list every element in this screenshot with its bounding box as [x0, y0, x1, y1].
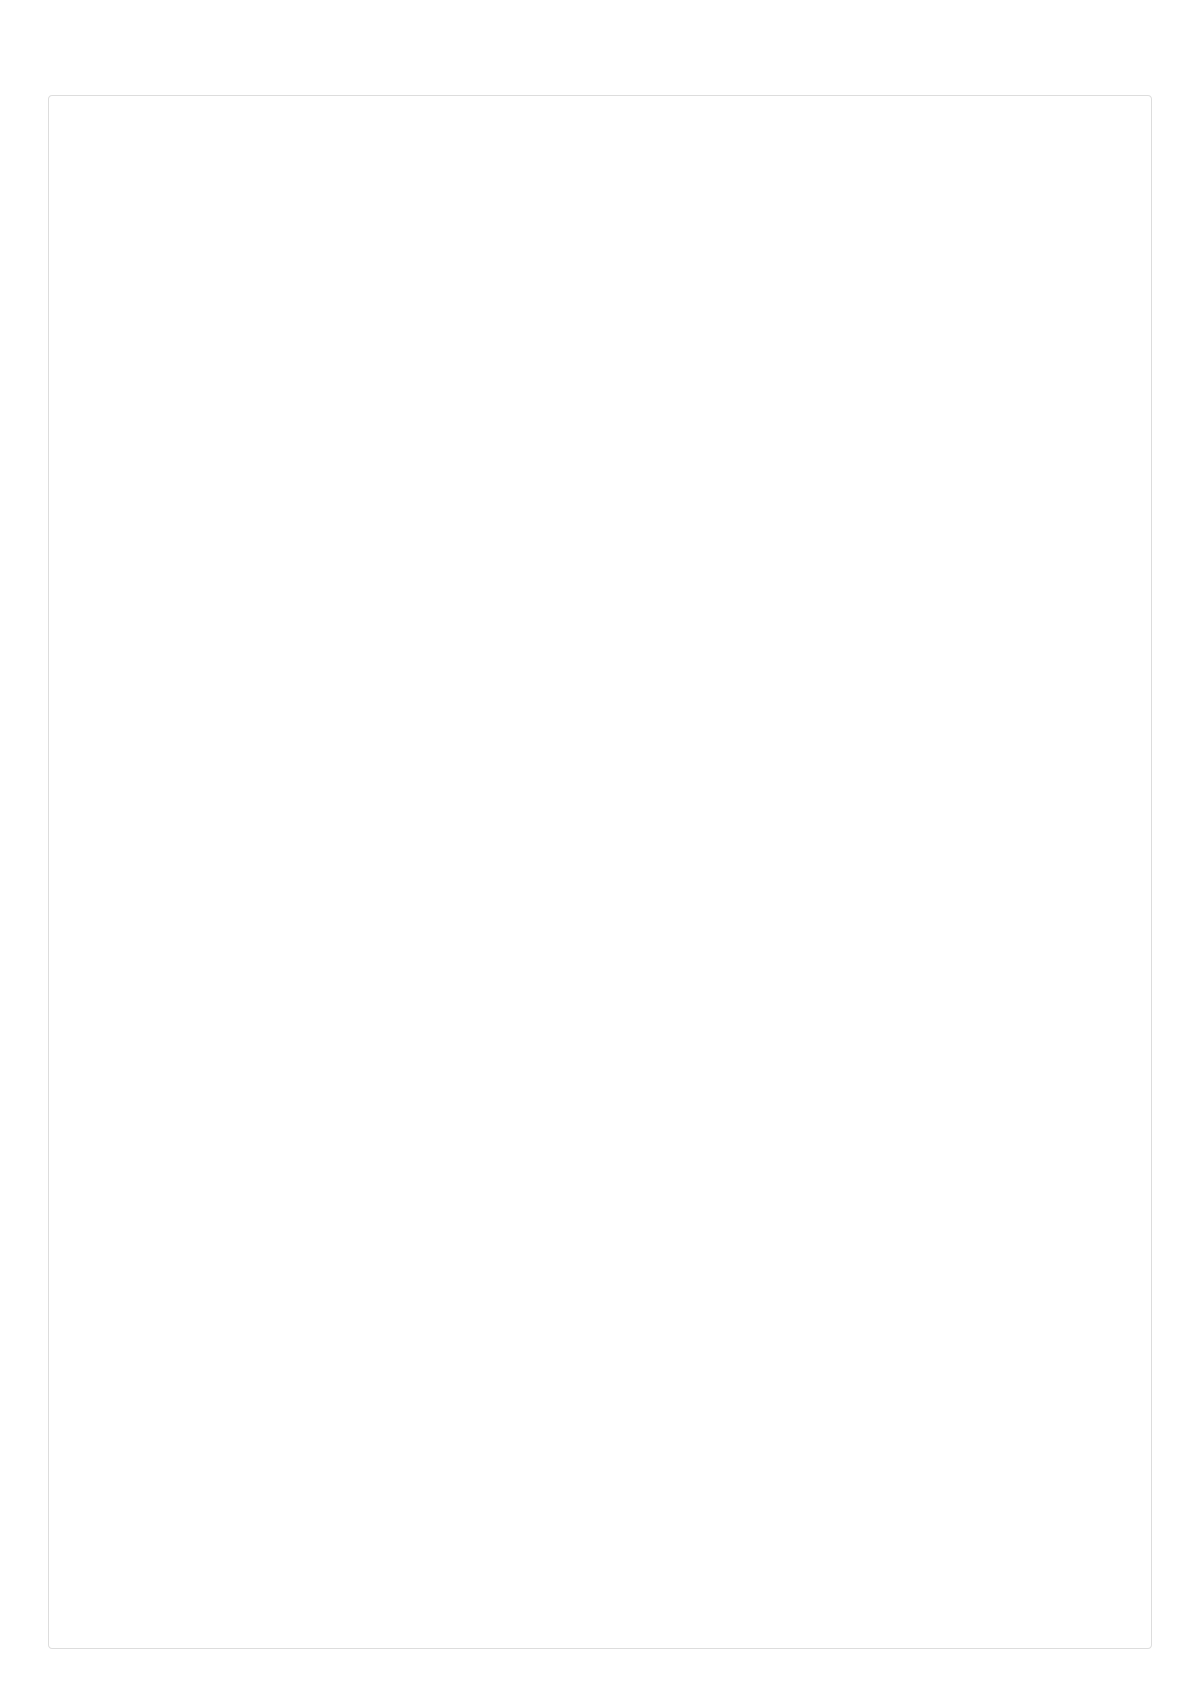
page-title — [48, 48, 1152, 79]
content-region — [48, 95, 1152, 1649]
